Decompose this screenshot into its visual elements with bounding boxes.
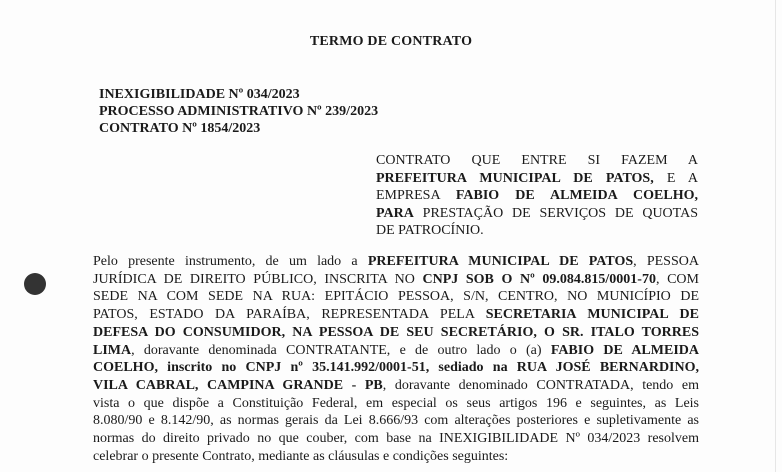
body-line: JURÍDICA DE DIREITO PÚBLICO, INSCRITA NO CNPJ SOB O Nº 09.084.815/0001-70, COM (93, 271, 699, 287)
body-line: VILA CABRAL, CAMPINA GRANDE - PB, doravante denominado CONTRATADA, tendo em (93, 377, 699, 393)
scan-edge-line (775, 0, 776, 472)
body-line: normas do direito privado no que couber, com base na INEXIGIBILIDADE Nº 034/2023 resolvem (93, 431, 699, 447)
contract-body-paragraph (93, 253, 699, 465)
preamble-line: DE PATROCÍNIO. (376, 223, 484, 238)
body-line: vista o que dispõe a Constituição Federal, em especial os seus artigos 196 e seguintes, as Leis (93, 395, 699, 411)
body-line: 8.080/90 e 8.142/90, as normas gerais da Lei 8.666/93 com alterações posteriores e supletivamente as (93, 413, 699, 429)
reference-block (99, 86, 378, 137)
preamble-line: CONTRATO QUE ENTRE SI FAZEM A (376, 153, 698, 168)
preamble-line: PREFEITURA MUNICIPAL DE PATOS, E A (376, 170, 698, 186)
preamble-line: EMPRESA FABIO DE ALMEIDA COELHO, (376, 188, 698, 203)
body-line: Pelo presente instrumento, de um lado a PREFEITURA MUNICIPAL DE PATOS, PESSOA (93, 254, 699, 269)
body-line: PATOS, ESTADO DA PARAÍBA, REPRESENTADA PELA SECRETARIA MUNICIPAL DE (93, 307, 699, 323)
body-line: COELHO, inscrito no CNPJ nº 35.141.992/0001-51, sediado na RUA JOSÉ BERNARDINO, (93, 360, 699, 376)
body-line: LIMA, doravante denominada CONTRATANTE, e de outro lado o (a) FABIO DE ALMEIDA (93, 342, 699, 358)
contrato-ref: CONTRATO Nº 1854/2023 (99, 121, 261, 136)
body-line: SEDE NA COM SEDE NA RUA: EPITÁCIO PESSOA, S/N, CENTRO, NO MUNICÍPIO DE (93, 289, 699, 305)
inexigibilidade-ref: INEXIGIBILIDADE Nº 034/2023 (99, 87, 300, 102)
preamble-line: PARA PRESTAÇÃO DE SERVIÇOS DE QUOTAS (376, 205, 698, 221)
body-line: DEFESA DO CONSUMIDOR, NA PESSOA DE SEU SECRETÁRIO, O SR. ITALO TORRES (93, 324, 699, 340)
processo-ref: PROCESSO ADMINISTRATIVO Nº 239/2023 (99, 104, 379, 119)
punch-hole-mark (24, 273, 46, 295)
body-line: celebrar o presente Contrato, mediante as cláusulas e condições seguintes: (93, 448, 509, 464)
document-title: TERMO DE CONTRATO (309, 34, 473, 49)
contract-preamble (376, 152, 698, 240)
